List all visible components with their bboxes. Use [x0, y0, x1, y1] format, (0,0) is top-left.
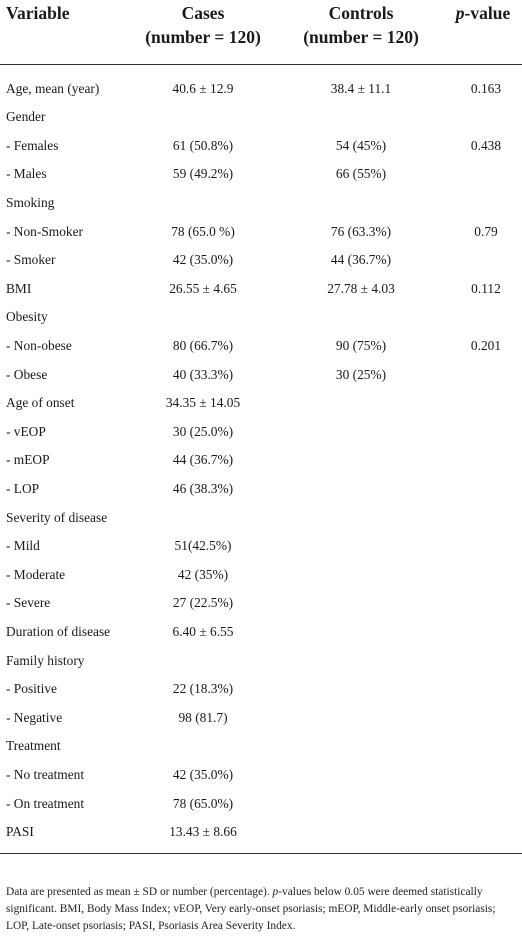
cell-controls — [278, 703, 444, 732]
table-row — [0, 275, 522, 304]
cell-variable: Age, mean (year) — [6, 81, 100, 96]
cell-cases: 42 (35.0%) — [172, 252, 234, 268]
cell-controls — [278, 589, 444, 618]
cell-variable: Obesity — [6, 309, 48, 325]
cell-p-value: 0.112 — [471, 280, 501, 296]
cell-cases: 40.6 ± 12.9 — [172, 81, 234, 96]
cell-variable: - LOP — [6, 481, 40, 497]
cell-controls — [278, 646, 444, 675]
cell-variable: Gender — [6, 109, 46, 125]
cell-controls: 30 (25%) — [335, 366, 387, 382]
cell-controls — [278, 561, 444, 590]
cell-variable: - Moderate — [6, 566, 66, 582]
cell-cases — [128, 732, 278, 761]
cell-p-value — [444, 389, 522, 418]
table-row — [0, 103, 522, 132]
cell-variable: - Obese — [6, 366, 48, 382]
cell-cases: 46 (38.3%) — [172, 481, 234, 497]
table-row — [0, 217, 522, 246]
cell-variable: Severity of disease — [6, 509, 108, 525]
header-controls — [278, 0, 444, 65]
cell-cases: 27 (22.5%) — [172, 595, 234, 611]
cell-cases: 34.35 ± 14.05 — [165, 395, 241, 411]
cell-controls — [278, 189, 444, 218]
cell-controls — [278, 818, 444, 854]
header-cases-line1: Cases — [181, 3, 225, 23]
cell-cases — [128, 646, 278, 675]
cell-variable: Age of onset — [6, 395, 75, 411]
cell-variable: Smoking — [6, 195, 55, 211]
cell-p-value — [444, 475, 522, 504]
cell-p-value — [444, 532, 522, 561]
cell-cases: 42 (35.0%) — [172, 766, 234, 782]
cell-cases: 78 (65.0%) — [172, 795, 234, 811]
cell-cases: 44 (36.7%) — [172, 452, 234, 468]
cell-controls — [278, 503, 444, 532]
cell-variable: - Females — [6, 137, 59, 153]
cell-controls: 38.4 ± 11.1 — [330, 81, 392, 96]
table-body — [0, 65, 522, 854]
table-row — [0, 761, 522, 790]
cell-controls — [278, 303, 444, 332]
cell-variable: - Negative — [6, 709, 63, 725]
footnote-p-italic: p — [272, 886, 279, 898]
cell-p-value — [444, 446, 522, 475]
cell-variable: - Positive — [6, 681, 57, 697]
table-row — [0, 160, 522, 189]
header-variable — [0, 0, 128, 65]
header-cases-line2: (number = 120) — [145, 27, 261, 47]
cell-controls — [278, 761, 444, 790]
cell-variable: Duration of disease — [6, 623, 111, 639]
cell-cases — [128, 503, 278, 532]
header-p-value — [444, 0, 522, 65]
cell-p-value — [444, 618, 522, 647]
table-row — [0, 532, 522, 561]
header-controls-line1: Controls — [328, 3, 394, 23]
table-row — [0, 332, 522, 361]
table-row — [0, 65, 522, 104]
cell-variable: - Non-Smoker — [6, 223, 83, 239]
cell-cases: 22 (18.3%) — [172, 681, 234, 697]
cell-p-value: 0.201 — [470, 338, 502, 354]
cell-p-value — [444, 418, 522, 447]
table-row — [0, 446, 522, 475]
table-row — [0, 561, 522, 590]
cell-cases: 6.40 ± 6.55 — [172, 623, 234, 639]
cell-p-value — [444, 160, 522, 189]
cell-p-value: 0.438 — [470, 137, 502, 153]
cell-cases: 30 (25.0%) — [172, 423, 234, 439]
cell-cases: 80 (66.7%) — [172, 338, 234, 354]
cell-variable: - mEOP — [6, 452, 50, 468]
cell-controls — [278, 532, 444, 561]
cell-p-value: 0.79 — [474, 223, 498, 239]
cell-variable: PASI — [0, 818, 128, 854]
table-row — [0, 703, 522, 732]
table-row — [0, 589, 522, 618]
cell-cases: 42 (35%) — [177, 566, 229, 582]
cell-cases: 40 (33.3%) — [172, 366, 234, 382]
cell-variable: - vEOP — [6, 423, 46, 439]
table-row — [0, 132, 522, 161]
cell-p-value — [444, 761, 522, 790]
cell-variable: - Mild — [6, 538, 40, 554]
footnote-part1: Data are presented as mean ± SD or number (percentage). — [6, 886, 273, 898]
table-row — [0, 475, 522, 504]
cell-cases: 61 (50.8%) — [172, 137, 234, 153]
cell-cases — [128, 103, 278, 132]
cell-p-value — [444, 503, 522, 532]
table-footnote — [6, 884, 518, 935]
cell-p-value — [444, 818, 522, 854]
table-row — [0, 360, 522, 389]
table-row — [0, 503, 522, 532]
cell-p-value — [444, 732, 522, 761]
table-row — [0, 789, 522, 818]
cell-p-value — [444, 789, 522, 818]
table-row — [0, 189, 522, 218]
header-p-italic: p — [455, 3, 465, 23]
cell-controls — [278, 732, 444, 761]
cell-controls — [278, 789, 444, 818]
cell-controls: 66 (55%) — [335, 166, 387, 182]
cell-controls: 54 (45%) — [335, 137, 387, 153]
cell-variable: - Non-obese — [6, 338, 72, 354]
cell-controls — [278, 446, 444, 475]
cell-variable: - On treatment — [6, 795, 85, 811]
table-row — [0, 389, 522, 418]
cell-controls: 90 (75%) — [335, 338, 387, 354]
cell-controls: 76 (63.3%) — [330, 223, 392, 239]
table-row — [0, 418, 522, 447]
cell-controls — [278, 618, 444, 647]
footnote-part2: -values below 0.05 were deemed statistically significant. BMI, Body Mass Index; vEOP, Very early-onset psoriasis; mEOP, Middle-early onset psoriasis; LOP, Late-onset psoriasis; PASI, Psoriasis Area Severity Index. — [6, 886, 496, 932]
cell-variable: Treatment — [6, 738, 61, 754]
cell-controls — [278, 389, 444, 418]
cell-cases: 26.55 ± 4.65 — [169, 280, 237, 296]
cell-p-value — [444, 246, 522, 275]
cell-variable: Family history — [6, 652, 85, 668]
cell-controls — [278, 418, 444, 447]
cell-cases: 98 (81.7) — [178, 709, 228, 725]
cell-controls — [278, 103, 444, 132]
cell-p-value: 0.163 — [470, 81, 502, 96]
cell-p-value — [444, 646, 522, 675]
cell-p-value — [444, 303, 522, 332]
table-header — [0, 0, 522, 65]
cell-cases — [128, 303, 278, 332]
table-row — [0, 818, 522, 854]
cell-p-value — [444, 189, 522, 218]
cell-controls: 27.78 ± 4.03 — [327, 280, 395, 296]
cell-variable: - No treatment — [6, 766, 85, 782]
cell-p-value — [444, 561, 522, 590]
cell-cases: 59 (49.2%) — [172, 166, 234, 182]
cell-variable: - Smoker — [6, 252, 56, 268]
table-row — [0, 675, 522, 704]
cell-variable: - Males — [6, 166, 47, 182]
cell-p-value — [444, 360, 522, 389]
table-row — [0, 646, 522, 675]
header-controls-line2: (number = 120) — [303, 27, 419, 47]
table-row — [0, 303, 522, 332]
cell-p-value — [444, 103, 522, 132]
cell-variable: - Severe — [6, 595, 51, 611]
cell-cases: 78 (65.0 %) — [171, 223, 235, 239]
cell-controls — [278, 675, 444, 704]
header-cases — [128, 0, 278, 65]
cell-p-value — [444, 675, 522, 704]
cell-p-value — [444, 703, 522, 732]
cell-cases — [128, 189, 278, 218]
header-row — [0, 0, 522, 65]
table-row — [0, 732, 522, 761]
table-row — [0, 246, 522, 275]
header-p-rest: -value — [464, 3, 511, 23]
cell-cases: 51(42.5%) — [174, 538, 232, 554]
cell-variable: BMI — [6, 280, 32, 296]
cell-controls: 44 (36.7%) — [330, 252, 392, 268]
table-row — [0, 618, 522, 647]
cell-cases: 13.43 ± 8.66 — [128, 818, 278, 854]
cell-p-value — [444, 589, 522, 618]
header-variable-label: Variable — [6, 3, 70, 23]
cell-controls — [278, 475, 444, 504]
